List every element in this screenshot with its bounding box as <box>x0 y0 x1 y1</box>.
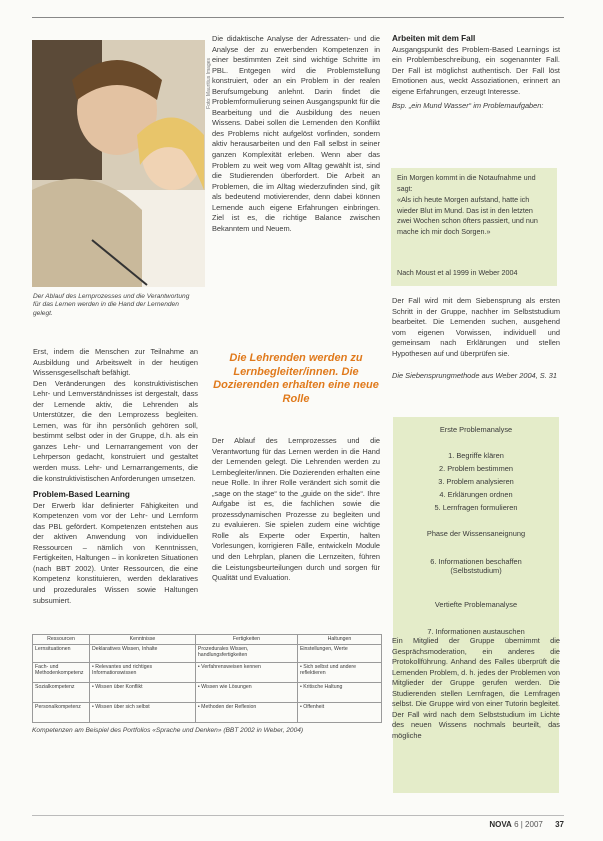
table-cell: Prozedurales Wissen, handlungsfertigkeiten <box>195 644 297 662</box>
table-row <box>33 644 382 662</box>
table-cell: Sozialkompetenz <box>33 682 90 702</box>
fall-paragraph: Ausgangspunkt des Problem-Based Learnings ist ein Problembeschreibung, ein sogenannter Fall. Der Fall ist möglichst authentisch. Der Fall löst Emotionen aus, weckt Assoziationen, erinnert an eigene Erfahrungen, erzeugt Interesse. <box>392 44 560 96</box>
table-cell: • Wissen über sich selbst <box>90 702 196 722</box>
table-cell: • Sich selbst und andere reflektieren <box>297 662 381 682</box>
table-caption: Kompetenzen am Beispiel des Portfolios «Sprache und Denken» (BBT 2002 in Weber, 2004) <box>32 726 304 734</box>
table-cell: • Kritische Haltung <box>297 682 381 702</box>
column-2-lower <box>212 436 380 584</box>
quote-line: «Als ich heute Morgen aufstand, hatte ich wieder Blut im Mund. Das ist in den letzten zwei Wochen schon öfters passiert, und nun mache ich mir doch Sorgen.» <box>397 195 538 236</box>
pbl-heading: Problem-Based Learning <box>33 490 130 500</box>
col3-paragraph-b: Ein Mitglied der Gruppe übernimmt die Gesprächsmoderation, ein anderes die Protokollführung. Anhand des Falles überprüft die Lernenden Problem, d. h. jedes der Problemen von Mitglieder der Gruppe gerufen werden. Die Studierenden stellen Lernfragen, die Lernfragen selbst. Die Gruppe wird von einer Tutorin begleitet. Der Fall wird nach dem Selbststudium im Lichte des neuen Wissens nochmals beurteilt, das mögliche <box>392 636 560 740</box>
column-3-lower <box>392 636 560 741</box>
phase-heading: Vertiefte Problemanalyse <box>434 600 518 609</box>
table-cell: Deklaratives Wissen, Inhalte <box>90 644 196 662</box>
step-item: 6. Informationen beschaffen (Selbststudium) <box>430 557 522 575</box>
table-cell: Personalkompetenz <box>33 702 90 722</box>
table-header: Fertigkeiten <box>195 635 297 645</box>
table-row <box>33 662 382 682</box>
table-cell: • Verfahrensweisen kennen <box>195 662 297 682</box>
col1-paragraph: Erst, indem die Menschen zur Teilnahme an Ausbildung und Arbeitswelt in der heutigen Wissensgesellschaft befähigt. <box>33 347 198 378</box>
example-label: Bsp. „ein Mund Wasser“ im Problemaufgaben: <box>392 101 544 111</box>
photo-students <box>32 40 205 287</box>
table-cell: • Methoden der Reflexion <box>195 702 297 722</box>
quote-line: Ein Morgen kommt in die Notaufnahme und sagt: <box>397 173 536 193</box>
step-item: 2. Problem bestimmen <box>439 464 513 473</box>
step-item: 3. Problem analysieren <box>438 477 514 486</box>
table-row <box>33 682 382 702</box>
column-3 <box>392 34 560 112</box>
table-header-row <box>33 635 382 645</box>
table-cell: • Relevantes und richtiges Informationswissen <box>90 662 196 682</box>
table-header: Ressourcen <box>33 635 90 645</box>
pull-quote: Die Lehrenden werden zu Lernbegleiter/innen. Die Dozierenden erhalten eine neue Rolle <box>213 352 379 405</box>
competence-table <box>32 634 382 723</box>
step-item: 1. Begriffe klären <box>448 451 504 460</box>
phase-heading: Erste Problemanalyse <box>439 425 513 434</box>
column-2 <box>212 34 380 234</box>
col1-paragraph: Den Veränderungen des konstruktivistischen Lehr- und Lernverständnisses ist dergestalt, dass der Lernende aktiv, die Lehrenden als Unterstützer, die den Lernprozess begleiten. Lernen, was für ihn persönlich gehören soll, bestimmt selbst oder in der Gruppe, d.h. als ein ganzes Lehr- und Lernarrangement von der Lehrperson gedacht, konstruiert und gestaltet werden muss. Lehr- und Lernarrangements, die die konstruktivistischen Anforderungen umsetzen. <box>33 378 198 483</box>
step-item: 5. Lernfragen formulieren <box>434 503 518 512</box>
col2-paragraph-b: Der Ablauf des Lernprozesses und die Verantwortung für das Lernen werden in die Hand der Lernenden gelegt. Die Lehrenden werden zu Lernbegleiter/innen. Die Dozierenden erhalten eine neue Rolle. In ihrer Rolle verändert sich somit die „sage on the stage“ to the „guide on the side“. Ihre Aufgabe ist es, die fachlichen sowie die prozessdynamischen Prozesse zu begleiten und zu evaluieren. Sie spielen zudem eine wichtige Rolle als Experte oder Expertin, halten Vorlesungen, korrigieren Fälle, entwickeln Module und den Lehrplan, planen die Lernzeiten, führen die Leistungsbeurteilungen durch und sorgen für Qualität und Evaluation. <box>212 436 380 583</box>
table-cell: Fach- und Methodenkompetenz <box>33 662 90 682</box>
top-rule <box>32 17 564 18</box>
table-header: Haltungen <box>297 635 381 645</box>
footer-page: 37 <box>555 820 564 829</box>
seven-jump-label: Die Siebensprungmethode aus Weber 2004, S. 31 <box>392 371 558 381</box>
photo-illustration <box>32 40 205 287</box>
fall-heading: Arbeiten mit dem Fall <box>392 34 476 43</box>
table-row <box>33 702 382 722</box>
table-cell: • Wissen über Konflikt <box>90 682 196 702</box>
step-item: 4. Erklärungen ordnen <box>439 490 513 499</box>
column-3-mid <box>392 296 560 382</box>
phase-heading: Phase der Wissensaneignung <box>426 529 526 538</box>
step-item: 7. Informationen austauschen <box>427 627 525 636</box>
table-row-head: Lernsituationen <box>33 644 90 662</box>
table-cell: • Offenheit <box>297 702 381 722</box>
column-1 <box>33 347 198 606</box>
footer-issue: 6 | 2007 <box>514 820 543 829</box>
footer <box>470 820 564 829</box>
footer-magazine: NOVA <box>489 820 512 829</box>
competence-table-wrap <box>32 634 382 735</box>
table-header: Kenntnisse <box>90 635 196 645</box>
table-cell: • Wissen wie Lösungen <box>195 682 297 702</box>
quote-source: Nach Moust et al 1999 in Weber 2004 <box>397 268 518 277</box>
quote-box <box>391 168 557 286</box>
photo-caption: Der Ablauf des Lernprozesses und die Verantwortung für das Lernen werden in die Hand der Lernenden gelegt. <box>33 293 190 317</box>
photo-credit: Foto: Mauritius Images <box>206 58 212 109</box>
pbl-paragraph: Der Erwerb klar definierter Fähigkeiten und Kompetenzen vom vor der Lehr- und Lernform das PBL gefördert. Kompetenzen entstehen aus der aktiven Anwendung von individuellen Ressourcen – nämlich von Kenntnissen, Fertigkeiten, Haltungen – in konkreten Situationen (nach BBT 2002). Unter Ressourcen, die eine Kompetenz konstituieren, werden deklaratives und prozedurales Wissen sowie Haltungen subsumiert. <box>33 500 198 605</box>
table-cell: Einstellungen, Werte <box>297 644 381 662</box>
col3-paragraph: Der Fall wird mit dem Siebensprung als ersten Schritt in der Gruppe, nachher im Selbststudium bearbeitet. Die Lernenden suchen, ausgehend vom eigenen Vorwissen, individuell und gemeinsam nach Erklärungen und stellen Hypothesen auf und überprüfen sie. <box>392 296 560 358</box>
col2-paragraph: Die didaktische Analyse der Adressaten- und die Analyse der zu erwerbenden Kompetenzen in einer bestimmten Zeit sind wichtige Schritte im PBL. Entgegen wird die Problemstellung konstruiert, oder an ein Problem in der realen Berufsumgebung anlehnt. Darin findet die Problemformulierung seinen Ausgangspunkt für die Bearbeitung und die Ausbildung des neuen Wissens. Dabei sollen die Lernenden den Konflikt des Problems nicht aufgelöst vorfinden, sondern aktiv herausarbeiten und den Fall selbst in seiner ganzen Komplexität erleben. Wenn aber das Problem zu weit weg vom Alltag gewählt ist, sind die Studierenden überfordert. Die Arbeit an Problemen, die im Alltag wiederzufinden sind, gilt als bedeutend motivierender, denn dabei können Lernende auch eigene Erfahrungen einbringen. Ziel ist es, die richtige Balance zwischen Bekanntem und Neuem. <box>212 34 380 233</box>
footer-rule <box>32 815 564 816</box>
